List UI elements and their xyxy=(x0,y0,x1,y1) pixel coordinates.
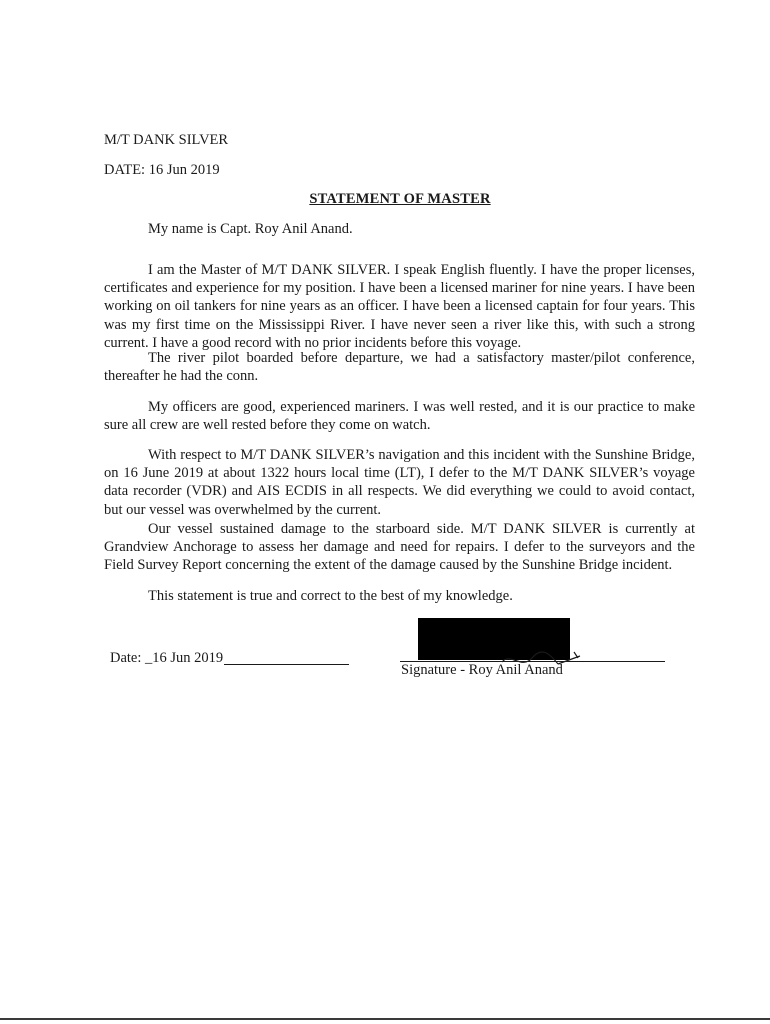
signature-date: Date: _16 Jun 2019 xyxy=(110,650,224,666)
date-underline xyxy=(224,664,349,665)
paragraph-attestation: This statement is true and correct to the best of my knowledge. xyxy=(148,588,513,604)
page-bottom-rule xyxy=(0,1018,770,1020)
paragraph-pilot: The river pilot boarded before departure, we had a satisfactory master/pilot conference, thereafter he had the conn. xyxy=(104,350,695,385)
vessel-name: M/T DANK SILVER xyxy=(104,132,229,148)
paragraph-incident: With respect to M/T DANK SILVER’s navigation and this incident with the Sunshine Bridge, on 16 June 2019 at about 1322 hours local time (LT), I defer to the M/T DANK SILVER’s voyage data recorder (VDR) and AIS ECDIS in all respects. We did everything we could to avoid contact, but our vessel was overwhelmed by the current. xyxy=(104,447,695,518)
paragraph-damage: Our vessel sustained damage to the starboard side. M/T DANK SILVER is currently at Grandview Anchorage to assess her damage and need for repairs. I defer to the surveyors and the Field Survey Report concerning the extent of the damage caused by the Sunshine Bridge incident. xyxy=(104,521,695,574)
paragraph-introduction: My name is Capt. Roy Anil Anand. xyxy=(148,221,353,237)
signature-label: Signature - Roy Anil Anand xyxy=(401,662,563,678)
paragraph-qualifications: I am the Master of M/T DANK SILVER. I speak English fluently. I have the proper licenses, certificates and experience for my position. I have been a licensed mariner for nine years. I have been working on oil tankers for nine years as an officer. I have been a licensed captain for four years. This was my first time on the Mississippi River. I have never seen a river like this, with such a strong current. I have a good record with no prior incidents before this voyage. xyxy=(104,262,695,351)
paragraph-officers: My officers are good, experienced mariners. I was well rested, and it is our practice to make sure all crew are well rested before they come on watch. xyxy=(104,399,695,434)
statement-date: DATE: 16 Jun 2019 xyxy=(104,162,220,178)
document-title: STATEMENT OF MASTER xyxy=(309,191,491,207)
